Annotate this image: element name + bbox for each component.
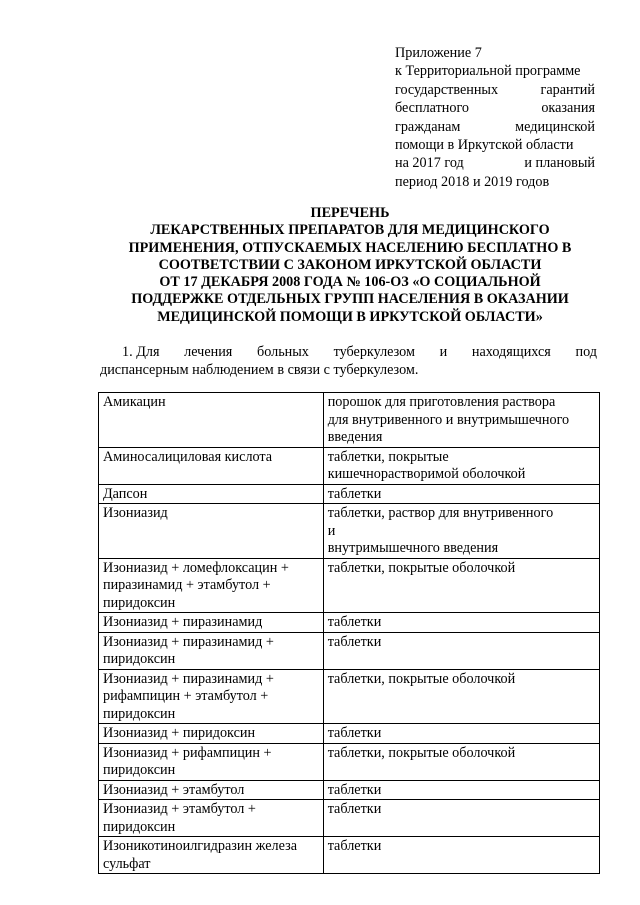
drug-name-line: Изониазид + рифампицин + [103, 744, 272, 761]
dosage-form-line: таблетки [327, 725, 382, 741]
annex-text: и плановый [524, 155, 595, 172]
dosage-form-cell [323, 780, 599, 800]
dosage-form-line: и [327, 522, 336, 539]
drug-name-line: сульфат [103, 855, 151, 872]
drug-name-line: Изониазид + ломефлоксацин + [103, 559, 289, 576]
drug-name-line: рифампицин + этамбутол + [103, 688, 269, 704]
table-row [99, 632, 600, 669]
annex-text: оказания [541, 100, 595, 117]
table-row [99, 743, 600, 780]
annex-text: гарантий [540, 81, 595, 98]
dosage-form-line: таблетки, покрытые оболочкой [327, 744, 516, 761]
annex-block [395, 44, 595, 191]
intro-word: туберкулезом [333, 344, 415, 360]
dosage-form-cell [323, 484, 599, 504]
table-row [99, 724, 600, 744]
dosage-form-cell [323, 800, 599, 837]
dosage-form-line: таблетки, покрытые оболочкой [327, 559, 516, 576]
drug-name-cell [99, 800, 324, 837]
dosage-form-line: таблетки [327, 781, 382, 798]
drug-name-line: Дапсон [103, 485, 148, 502]
annex-line [395, 136, 595, 154]
drug-name-cell [99, 558, 324, 613]
drug-name-line: пиридоксин [103, 594, 176, 611]
annex-text: к Территориальной программе [395, 63, 581, 80]
dosage-form-line: внутримышечного введения [327, 540, 499, 556]
heading-line: ПРИМЕНЕНИЯ, ОТПУСКАЕМЫХ НАСЕЛЕНИЮ БЕСПЛАТНО В [128, 239, 572, 256]
drug-name-cell [99, 393, 324, 448]
drug-name-line: Амикацин [103, 394, 166, 410]
dosage-form-cell [323, 724, 599, 744]
drug-name-cell [99, 613, 324, 633]
annex-title: Приложение 7 [395, 45, 482, 61]
drug-name-line: Аминосалициловая кислота [103, 448, 273, 465]
annex-text: период 2018 и 2019 годов [395, 173, 550, 190]
dosage-form-line: таблетки, покрытые [327, 448, 449, 465]
drug-table [98, 392, 600, 874]
dosage-form-line: таблетки [327, 614, 382, 630]
section-intro-second-line: диспансерным наблюдением в связи с туберкулезом. [100, 362, 419, 378]
heading-line: ОТ 17 ДЕКАБРЯ 2008 ГОДА № 106-ОЗ «О СОЦИАЛЬНОЙ [159, 274, 541, 291]
drug-name-cell [99, 669, 324, 724]
drug-name-line: Изониазид [103, 505, 168, 521]
table-row [99, 447, 600, 484]
intro-word: под [575, 344, 597, 360]
annex-text: медицинской [515, 118, 595, 135]
intro-word: больных [257, 344, 309, 360]
dosage-form-line: кишечнорастворимой оболочкой [327, 466, 526, 482]
dosage-form-line: таблетки [327, 485, 382, 502]
drug-name-line: Изониазид + этамбутол [103, 781, 245, 798]
dosage-form-line: для внутривенного и внутримышечного [327, 411, 570, 428]
table-row [99, 669, 600, 724]
table-row [99, 393, 600, 448]
drug-name-line: пиридоксин [103, 651, 176, 667]
drug-name-cell [99, 724, 324, 744]
table-row [99, 780, 600, 800]
annex-line [395, 62, 595, 80]
drug-name-line: Изониазид + пиразинамид [103, 614, 263, 630]
drug-name-cell [99, 780, 324, 800]
drug-name-cell [99, 484, 324, 504]
dosage-form-cell [323, 837, 599, 874]
drug-name-line: пиразинамид + этамбутол + [103, 577, 271, 593]
annex-line [395, 118, 595, 136]
drug-name-line: пиридоксин [103, 762, 176, 778]
dosage-form-cell [323, 632, 599, 669]
table-row [99, 484, 600, 504]
document-heading [100, 205, 600, 326]
drug-name-cell [99, 447, 324, 484]
annex-text: помощи в Иркутской области [395, 137, 574, 154]
dosage-form-cell [323, 447, 599, 484]
drug-name-line: пиридоксин [103, 705, 176, 722]
dosage-form-cell [323, 669, 599, 724]
drug-name-cell [99, 743, 324, 780]
drug-name-line: Изониазид + пиридоксин [103, 725, 256, 741]
dosage-form-cell [323, 558, 599, 613]
dosage-form-line: таблетки [327, 801, 382, 817]
dosage-form-cell [323, 613, 599, 633]
drug-name-cell [99, 632, 324, 669]
section-intro [100, 343, 597, 379]
dosage-form-line: таблетки, покрытые оболочкой [327, 670, 516, 687]
drug-name-line: Изониазид + пиразинамид + [103, 633, 274, 650]
dosage-form-line: порошок для приготовления раствора [327, 394, 556, 410]
table-row [99, 837, 600, 874]
table-row [99, 800, 600, 837]
table-row [99, 504, 600, 559]
heading-title: ПЕРЕЧЕНЬ [310, 205, 390, 221]
annex-text: бесплатного [395, 100, 470, 117]
drug-name-cell [99, 837, 324, 874]
annex-line [395, 154, 595, 172]
annex-lines [395, 62, 595, 191]
heading-line: СООТВЕТСТВИИ С ЗАКОНОМ ИРКУТСКОЙ ОБЛАСТИ [158, 256, 542, 273]
dosage-form-line: таблетки, раствор для внутривенного [327, 505, 554, 521]
drug-name-line: Изониазид + пиразинамид + [103, 670, 274, 687]
dosage-form-cell [323, 504, 599, 559]
annex-line [395, 173, 595, 191]
annex-text: гражданам [395, 118, 461, 135]
dosage-form-line: таблетки [327, 633, 382, 650]
table-row [99, 613, 600, 633]
dosage-form-cell [323, 743, 599, 780]
annex-line [395, 99, 595, 117]
heading-line: МЕДИЦИНСКОЙ ПОМОЩИ В ИРКУТСКОЙ ОБЛАСТИ» [157, 308, 543, 325]
intro-word: 1. Для [122, 344, 160, 360]
intro-word: и [439, 344, 448, 360]
drug-name-line: пиридоксин [103, 818, 176, 835]
annex-text: на 2017 год [395, 155, 464, 172]
annex-line [395, 81, 595, 99]
section-intro-first-line [100, 343, 597, 361]
intro-word: находящихся [471, 344, 551, 360]
heading-line: ПОДДЕРЖКЕ ОТДЕЛЬНЫХ ГРУПП НАСЕЛЕНИЯ В ОКАЗАНИИ [131, 291, 569, 308]
drug-name-line: Изоникотиноилгидразин железа [103, 838, 297, 854]
heading-line: ЛЕКАРСТВЕННЫХ ПРЕПАРАТОВ ДЛЯ МЕДИЦИНСКОГО [150, 222, 550, 239]
dosage-form-line: таблетки [327, 838, 382, 854]
dosage-form-cell [323, 393, 599, 448]
table-row [99, 558, 600, 613]
dosage-form-line: введения [327, 429, 383, 445]
intro-word: лечения [184, 344, 233, 360]
annex-text: государственных [395, 81, 499, 98]
drug-name-line: Изониазид + этамбутол + [103, 801, 256, 817]
drug-name-cell [99, 504, 324, 559]
drug-table-body [99, 393, 600, 874]
